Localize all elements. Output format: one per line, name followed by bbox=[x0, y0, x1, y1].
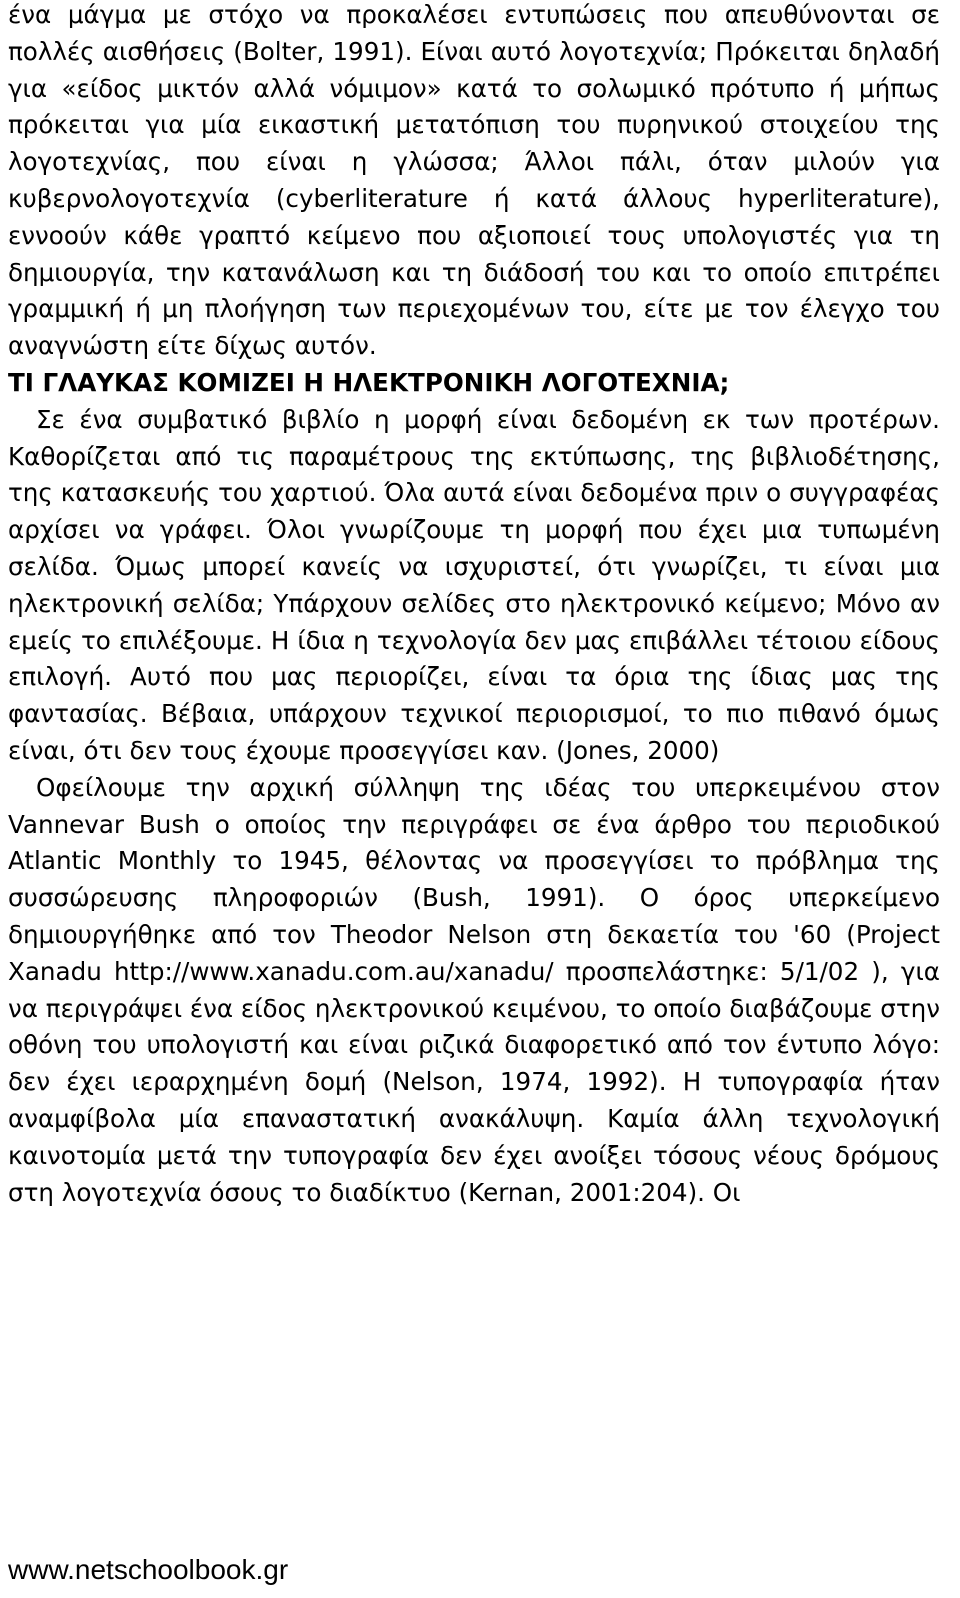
paragraph-intro: ένα μάγμα με στόχο να προκαλέσει εντυπώσεις που απευθύνονται σε πολλές αισθήσεις (Bolter, 1991). Είναι αυτό λογοτεχνία; Πρόκειται δηλαδή για «είδος μικτόν αλλά νόμιμον» κατά το σολωμικό πρότυπο ή μήπως πρόκειται για μία εικαστική μετατόπιση του πυρηνικού στοιχείου της λογοτεχνίας, που είναι η γλώσσα; Άλλοι πάλι, όταν μιλούν για κυβερνολογοτεχνία (cyberliterature ή κατά άλλους hyperliterature), εννοούν κάθε γραπτό κείμενο που αξιοποιεί τους υπολογιστές για τη δημιουργία, την κατανάλωση και τη διάδοσή του και το οποίο επιτρέπει γραμμική ή μη πλοήγηση των περιεχομένων του, είτε με τον έλεγχο του αναγνώστη είτε δίχως αυτόν. bbox=[8, 0, 940, 361]
section-heading: ΤΙ ΓΛΑΥΚΑΣ ΚΟΜΙΖΕΙ Η ΗΛΕΚΤΡΟΝΙΚΗ ΛΟΓΟΤΕΧΝΙΑ; bbox=[8, 367, 730, 397]
footer-website: www.netschoolbook.gr bbox=[8, 1554, 289, 1585]
page-body bbox=[8, 0, 940, 1211]
paragraph-hypertext-origin: Οφείλουμε την αρχική σύλληψη της ιδέας του υπερκειμένου στον Vannevar Bush ο οποίος την περιγράφει σε ένα άρθρο του περιοδικού Atlantic Monthly το 1945, θέλοντας να προσεγγίσει το πρόβλημα της συσσώρευσης πληροφοριών (Bush, 1991). Ο όρος υπερκείμενο δημιουργήθηκε από τον Theodor Nelson στη δεκαετία του '60 (Project Xanadu http://www.xanadu.com.au/xanadu/ προσπελάστηκε: 5/1/02 ), για να περιγράψει ένα είδος ηλεκτρονικού κειμένου, το οποίο διαβάζουμε στην οθόνη του υπολογιστή και είναι ριζικά διαφορετικό από τον έντυπο λόγο: δεν έχει ιεραρχημένη δομή (Nelson, 1974, 1992). Η τυπογραφία ήταν αναμφίβολα μία επαναστατική ανακάλυψη. Καμία άλλη τεχνολογική καινοτομία μετά την τυπογραφία δεν έχει ανοίξει τόσους νέους δρόμους στη λογοτεχνία όσους το διαδίκτυο (Kernan, 2001:204). Οι bbox=[8, 772, 940, 1207]
paragraph-conventional-book: Σε ένα συμβατικό βιβλίο η μορφή είναι δεδομένη εκ των προτέρων. Καθορίζεται από τις παραμέτρους της εκτύπωσης, της βιβλιοδέτησης, της κατασκευής του χαρτιού. Όλα αυτά είναι δεδομένα πριν ο συγγραφέας αρχίσει να γράφει. Όλοι γνωρίζουμε τη μορφή που έχει μια τυπωμένη σελίδα. Όμως μπορεί κανείς να ισχυριστεί, ότι γνωρίζει, τι είναι μια ηλεκτρονική σελίδα; Υπάρχουν σελίδες στο ηλεκτρονικό κείμενο; Μόνο αν εμείς το επιλέξουμε. Η ίδια η τεχνολογία δεν μας επιβάλλει τέτοιου είδους επιλογή. Αυτό που μας περιορίζει, είναι τα όρια της ίδιας μας της φαντασίας. Βέβαια, υπάρχουν τεχνικοί περιορισμοί, το πιο πιθανό όμως είναι, ότι δεν τους έχουμε προσεγγίσει καν. (Jones, 2000) bbox=[8, 404, 940, 765]
